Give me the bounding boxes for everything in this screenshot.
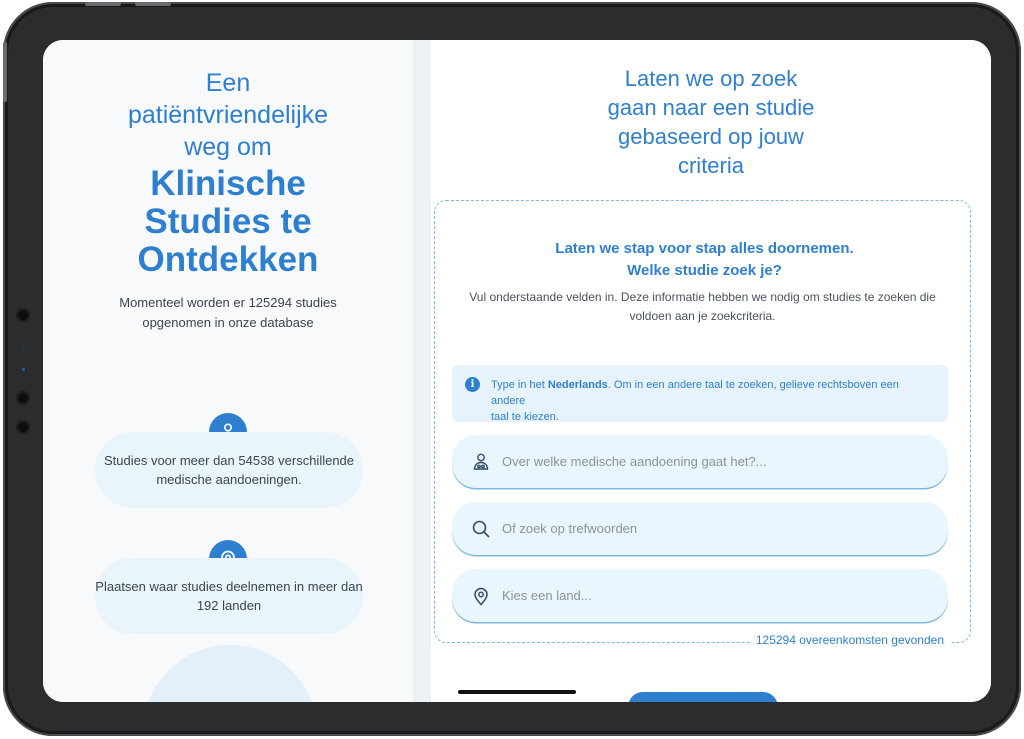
camera xyxy=(16,420,30,434)
info-text-language: Nederlands xyxy=(547,379,608,391)
keyword-input[interactable] xyxy=(502,502,922,555)
country-field[interactable] xyxy=(452,569,948,622)
hero-title-line: Studies te xyxy=(144,202,312,241)
stat-text: medische aandoeningen. xyxy=(156,472,302,487)
right-panel xyxy=(431,40,991,702)
form-description-line: Vul onderstaande velden in. Deze informatie hebben we nodig om studies te zoeken die xyxy=(469,290,936,304)
condition-field[interactable] xyxy=(452,435,948,488)
left-panel xyxy=(43,40,413,702)
home-indicator xyxy=(458,690,576,694)
hero-line: Een xyxy=(205,69,251,97)
search-title-line: gebaseerd op jouw xyxy=(618,124,804,149)
volume-button xyxy=(85,2,121,6)
search-form xyxy=(434,200,971,647)
stat-card-conditions xyxy=(95,432,363,508)
keyword-field[interactable] xyxy=(452,502,948,555)
form-heading-line: Welke studie zoek je? xyxy=(627,262,782,279)
volume-button xyxy=(135,2,171,6)
form-description-line: voldoen aan je zoekcriteria. xyxy=(629,309,776,323)
stat-text: Plaatsen waar studies deelnemen in meer dan xyxy=(95,579,363,594)
hero-line: weg om xyxy=(184,133,272,161)
country-input[interactable] xyxy=(502,569,922,622)
search-title-line: gaan naar een studie xyxy=(607,95,815,120)
hero-title xyxy=(43,165,413,279)
info-text-line2: taal te kiezen. xyxy=(491,411,559,423)
search-title-line: Laten we op zoek xyxy=(624,66,798,91)
hero-title-line: Ontdekken xyxy=(137,240,319,279)
hero-title-line: Klinische xyxy=(150,164,306,203)
stat-card-countries xyxy=(95,558,363,634)
location-pin-icon xyxy=(471,586,491,606)
stat-text: Studies voor meer dan 54538 verschillende xyxy=(103,453,355,468)
info-text-rest: . Om in een andere taal te zoeken, gelieve rechtsboven een andere xyxy=(491,379,899,407)
stat-text: 192 landen xyxy=(196,598,262,613)
patient-icon xyxy=(471,452,491,472)
camera xyxy=(16,308,30,322)
hero-intro xyxy=(43,67,413,163)
form-heading xyxy=(432,238,977,282)
power-button xyxy=(3,42,7,102)
search-button[interactable] xyxy=(628,692,778,702)
condition-input[interactable] xyxy=(502,435,922,488)
decorative-circle xyxy=(143,645,317,702)
search-title-line: criteria xyxy=(677,153,744,178)
language-info-text xyxy=(491,377,936,425)
tablet-frame xyxy=(3,2,1021,736)
sensor-dot xyxy=(22,345,25,348)
info-icon: i xyxy=(465,377,480,392)
sensor-dot xyxy=(22,368,25,371)
panel-divider xyxy=(413,40,431,702)
form-description xyxy=(450,288,955,326)
camera xyxy=(16,391,30,405)
search-icon xyxy=(471,519,491,539)
hero-line: patiëntvriendelijke xyxy=(127,101,329,129)
subtitle-line: Momenteel worden er 125294 studies xyxy=(119,295,337,310)
info-text-prefix: Type in het xyxy=(491,379,548,391)
search-title xyxy=(431,64,991,180)
screen xyxy=(43,40,991,702)
match-count: 125294 overeenkomsten gevonden xyxy=(750,633,950,647)
form-heading-line: Laten we stap voor stap alles doornemen. xyxy=(555,240,854,257)
subtitle-line: opgenomen in onze database xyxy=(142,315,314,330)
language-info-box xyxy=(452,365,948,422)
database-count-text xyxy=(83,293,373,333)
